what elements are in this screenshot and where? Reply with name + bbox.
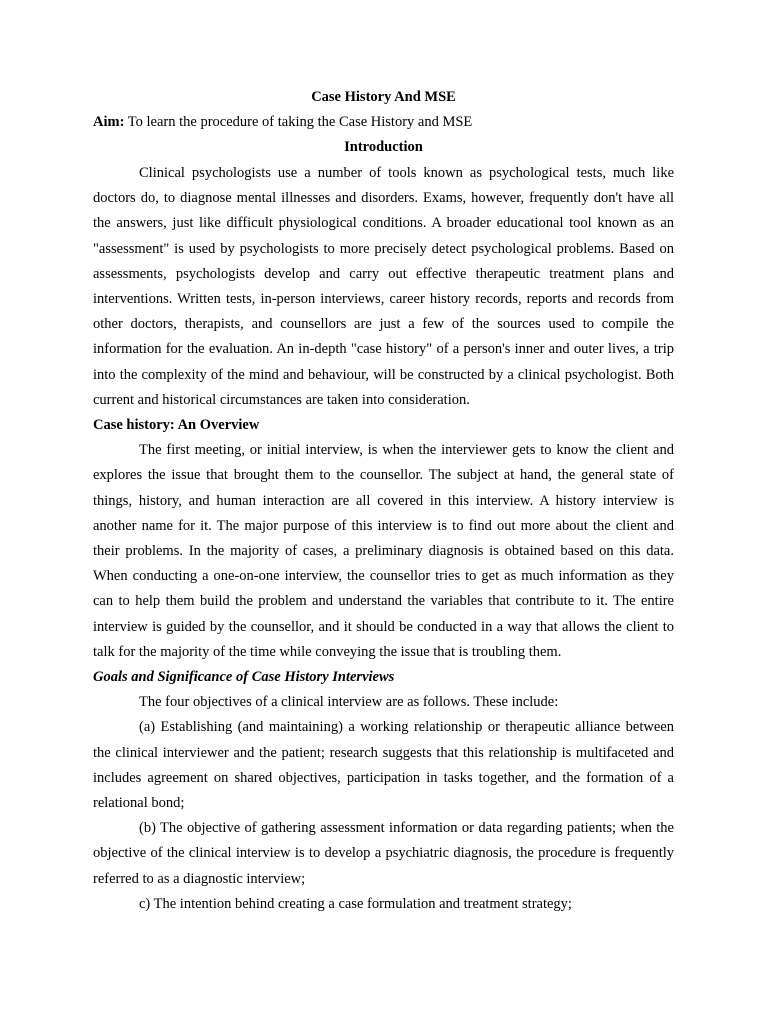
aim-line — [93, 111, 674, 133]
overview-paragraph: The first meeting, or initial interview, is when the interviewer gets to know the client and explores the issue that brought them to the counsellor. The subject at hand, the general state of things, history, and human interaction are all covered in this interview. A history interview is another name for it. The major purpose of this interview is to find out more about the client and their problems. In the majority of cases, a preliminary diagnosis is obtained based on this data. When conducting a one-on-one interview, the counsellor tries to get as much information as they can to help them build the problem and understand the variables that contribute to it. The entire interview is guided by the counsellor, and it should be conducted in a way that allows the client to talk for the majority of the time while conveying the issue that is troubling them. — [93, 442, 674, 660]
goals-intro: The four objectives of a clinical interview are as follows. These include: — [139, 694, 559, 711]
document-title: Case History And MSE — [311, 89, 456, 105]
overview-heading: Case history: An Overview — [93, 417, 260, 434]
aim-label: Aim: — [93, 114, 125, 130]
goals-item-b: (b) The objective of gathering assessment information or data regarding patients; when the objective of the clinical interview is to develop a psychiatric diagnosis, the procedure is frequently referred to as a diagnostic interview; — [93, 820, 674, 887]
goals-item-a: (a) Establishing (and maintaining) a working relationship or therapeutic alliance between the clinical interviewer and the patient; research suggests that this relationship is multifaceted and includes agreement on shared objectives, participation in tasks together, and the formation of a relational bond; — [93, 719, 674, 812]
introduction-paragraph: Clinical psychologists use a number of tools known as psychological tests, much like doctors do, to diagnose mental illnesses and disorders. Exams, however, frequently don't have all the answers, just like difficult physiological conditions. A broader educational tool known as an "assessment" is used by psychologists to more precisely detect psychological problems. Based on assessments, psychologists develop and carry out effective therapeutic treatment plans and interventions. Written tests, in-person interviews, career history records, reports and records from other doctors, therapists, and counsellors are just a few of the sources used to compile the information for the evaluation. An in-depth "case history" of a person's inner and outer lives, a trip into the complexity of the mind and behaviour, will be constructed by a clinical psychologist. Both current and historical circumstances are taken into consideration. — [93, 165, 674, 408]
introduction-heading: Introduction — [344, 139, 423, 155]
goals-heading: Goals and Significance of Case History Interviews — [93, 669, 395, 686]
aim-text: To learn the procedure of taking the Case History and MSE — [127, 114, 473, 130]
goals-item-c: c) The intention behind creating a case formulation and treatment strategy; — [139, 895, 572, 912]
